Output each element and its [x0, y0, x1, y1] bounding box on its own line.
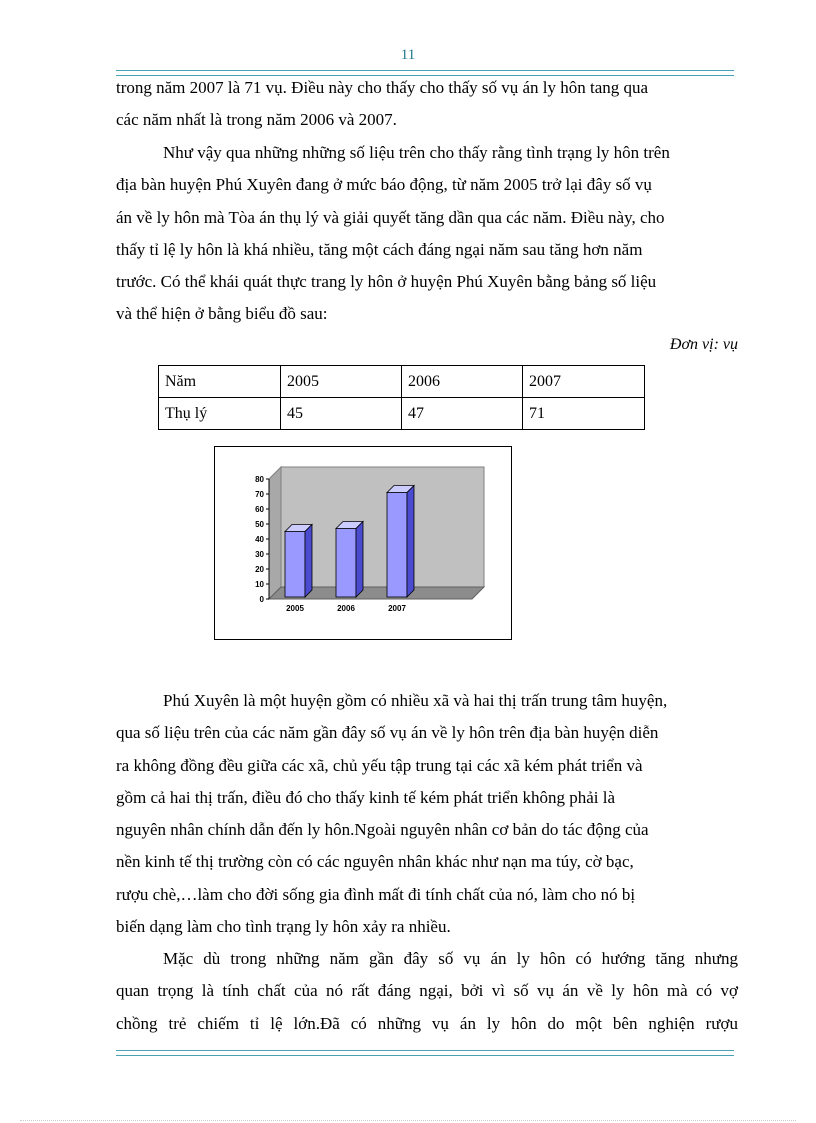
text-line: nền kinh tế thị trường còn có các nguyên nhân khác như nạn ma túy, cờ bạc, [116, 852, 634, 872]
text-line: Như vậy qua những những số liệu trên cho thấy rằng tình trạng ly hôn trên [163, 143, 670, 162]
table-cell: 71 [523, 398, 645, 430]
paragraph-2 [116, 137, 738, 331]
text-line: Mặc dù trong những năm gần đây số vụ án ly hôn có hướng tăng nhưng [163, 949, 738, 968]
y-tick-label: 60 [255, 505, 264, 514]
page-number: 11 [400, 47, 416, 63]
bar-side [407, 486, 414, 598]
text-line: nguyên nhân chính dẫn đến ly hôn.Ngoài nguyên nhân cơ bản do tác động của [116, 820, 649, 840]
bar-side [356, 522, 363, 598]
data-table [158, 365, 645, 430]
text-line: thấy tỉ lệ ly hôn là khá nhiều, tăng một cách đáng ngại năm sau tăng hơn năm [116, 239, 643, 259]
text-line: rượu chè,…làm cho đời sống gia đình mất đi tính chất của nó, làm cho nó bị [116, 884, 636, 904]
y-tick-label: 40 [255, 535, 264, 544]
table-cell: 45 [281, 398, 402, 430]
page-edge [20, 1120, 796, 1121]
x-tick-label: 2005 [286, 604, 304, 613]
table-cell: 2007 [523, 366, 645, 398]
text-line: chồng trẻ chiếm tỉ lệ lớn.Đã có những vụ án ly hôn do một bên nghiện rượu [116, 1013, 738, 1033]
text-line: Phú Xuyên là một huyện gồm có nhiều xã và hai thị trấn trung tâm huyện, [163, 691, 668, 710]
footer-rule [116, 1050, 734, 1056]
y-tick-label: 80 [255, 475, 264, 484]
x-tick-label: 2006 [337, 604, 355, 613]
chart-canvas [215, 447, 513, 641]
text-line: qua số liệu trên của các năm gần đây số vụ án về ly hôn trên địa bàn huyện diễn [116, 723, 659, 743]
text-line: địa bàn huyện Phú Xuyên đang ở mức báo động, từ năm 2005 trở lại đây số vụ [116, 175, 652, 195]
text-line: án về ly hôn mà Tòa án thụ lý và giải quyết tăng dần qua các năm. Điều này, cho [116, 207, 665, 227]
table-cell: 2005 [281, 366, 402, 398]
y-tick-label: 0 [259, 595, 264, 604]
y-tick-label: 50 [255, 520, 264, 529]
text-line: biến dạng làm cho tình trạng ly hôn xảy ra nhiều. [116, 917, 451, 937]
y-tick-label: 70 [255, 490, 264, 499]
text-line: quan trọng là tính chất của nó rất đáng ngại, bởi vì số vụ án về ly hôn mà có vợ [116, 981, 738, 1001]
y-tick-label: 30 [255, 550, 264, 559]
paragraph-1 [116, 72, 738, 137]
bar-chart [214, 446, 512, 640]
text-line: trong năm 2007 là 71 vụ. Điều này cho thấy cho thấy số vụ án ly hôn tang qua [116, 78, 649, 97]
bar [336, 529, 356, 598]
unit-label: Đơn vị: vụ [669, 336, 738, 353]
bar-side [305, 525, 312, 598]
paragraph-4 [116, 943, 738, 1040]
y-tick-label: 10 [255, 580, 264, 589]
bar [285, 532, 305, 598]
table-cell: 47 [402, 398, 523, 430]
text-line: trước. Có thể khái quát thực trang ly hôn ở huyện Phú Xuyên bằng bảng số liệu [116, 272, 657, 292]
table-cell: 2006 [402, 366, 523, 398]
table-row [159, 366, 645, 398]
text-line: ra không đồng đều giữa các xã, chủ yếu tập trung tại các xã kém phát triển và [116, 755, 643, 775]
text-line: gồm cả hai thị trấn, điều đó cho thấy kinh tế kém phát triển không phải là [116, 787, 616, 807]
text-line: và thể hiện ở bằng biểu đồ sau: [116, 304, 328, 324]
text-line: các năm nhất là trong năm 2006 và 2007. [116, 110, 397, 130]
table-cell: Năm [159, 366, 281, 398]
table-row [159, 398, 645, 430]
x-tick-label: 2007 [388, 604, 406, 613]
y-tick-label: 20 [255, 565, 264, 574]
bar [387, 493, 407, 598]
chart-side-wall [269, 467, 281, 599]
table-cell: Thụ lý [159, 398, 281, 430]
paragraph-3 [116, 685, 738, 943]
